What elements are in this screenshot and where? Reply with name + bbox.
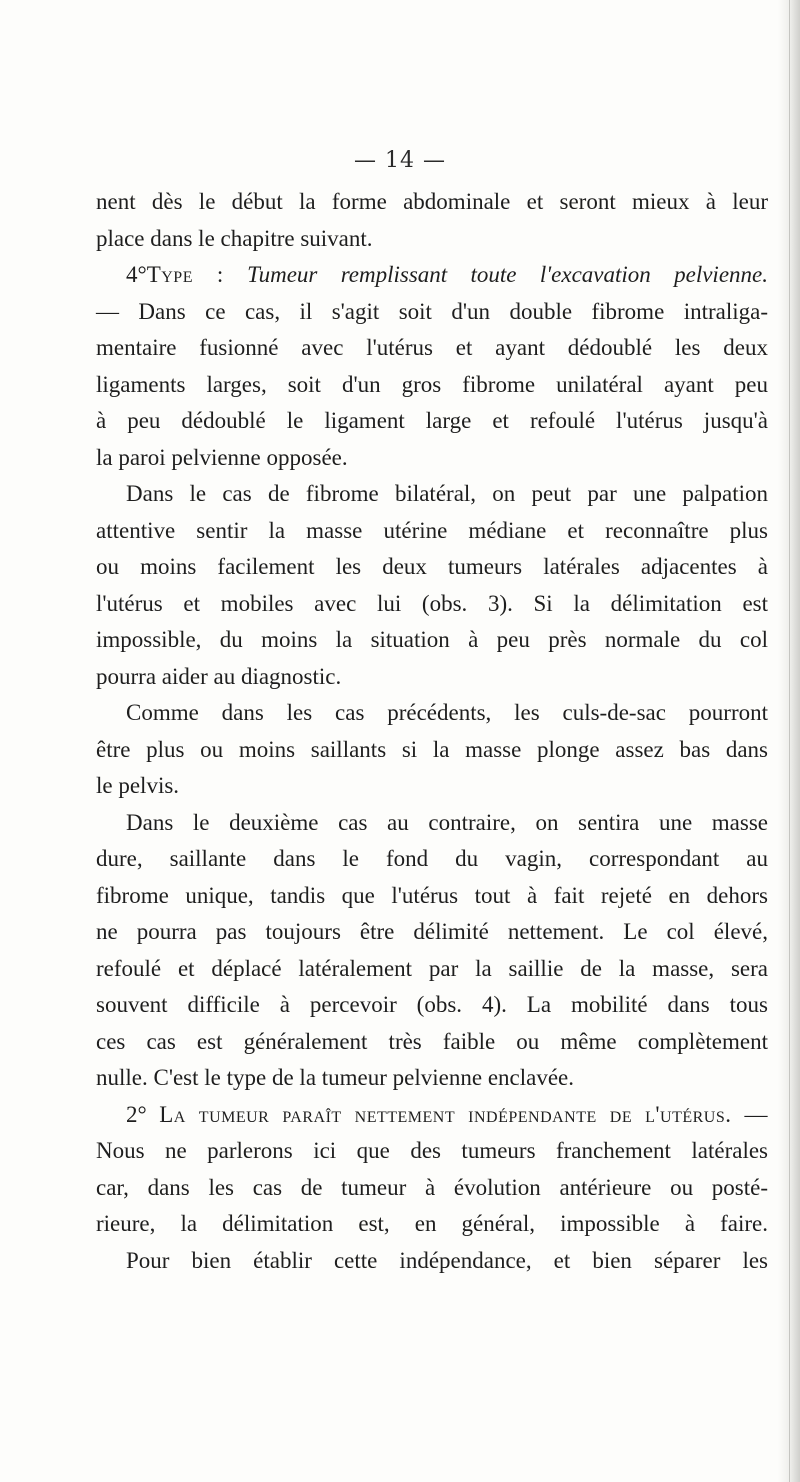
text-line: nent dès le début la forme abdominale et seront mieux à leur (96, 189, 768, 214)
text-line: ligaments larges, soit d'un gros fibrome unilatéral ayant peu (96, 371, 768, 397)
body-text (96, 184, 768, 1279)
type-4-number: 4° (126, 262, 147, 287)
text-line: refoulé et déplacé latéralement par la saillie de la masse, sera (96, 955, 768, 981)
text-line: souvent difficile à percevoir (obs. 4). La mobilité dans tous (96, 992, 768, 1017)
text-line: impossible, du moins la situation à peu près normale du col (96, 627, 768, 652)
text-line: car, dans les cas de tumeur à évolution antérieure ou posté- (96, 1174, 768, 1200)
text-line: fibrome unique, tandis que l'utérus tout à fait rejeté en dehors (96, 882, 768, 908)
text-line: le pelvis. (96, 773, 180, 798)
text-line: Pour bien établir cette indépendance, et bien séparer les (126, 1247, 768, 1273)
text-line: Dans le cas de fibrome bilatéral, on peut par une palpation (126, 481, 768, 506)
text-line: ne pourra pas toujours être délimité nettement. Le col élevé, (96, 919, 768, 944)
text-line: ou moins facilement les deux tumeurs latérales adjacentes à (96, 554, 768, 579)
section-2-heading-line (96, 1097, 768, 1134)
text-line: mentaire fusionné avec l'utérus et ayant dédoublé les deux (96, 335, 768, 360)
type-4-label: Type : (146, 262, 224, 287)
section-2-number: 2° (126, 1101, 147, 1127)
text-line: être plus ou moins saillants si la masse plonge assez bas dans (96, 736, 768, 762)
page-number: — 14 — (354, 148, 446, 173)
type-4-heading-line (96, 257, 768, 294)
text-line: — Dans ce cas, il s'agit soit d'un double fibrome intraliga- (96, 298, 768, 324)
type-4-title: Tumeur remplissant toute l'excavation pelvienne. (247, 262, 768, 287)
text-line: Nous ne parlerons ici que des tumeurs franchement latérales (96, 1138, 768, 1163)
text-line: la paroi pelvienne opposée. (96, 444, 348, 470)
text-line: nulle. C'est le type de la tumeur pelvienne enclavée. (96, 1065, 575, 1090)
text-line: place dans le chapitre suivant. (96, 225, 373, 251)
text-line: dure, saillante dans le fond du vagin, correspondant au (96, 846, 768, 871)
text-line: rieure, la délimitation est, en général, impossible à faire. (96, 1211, 768, 1236)
section-2-heading: La tumeur paraît nettement indépendante de l'utérus. — (159, 1101, 768, 1127)
text-line: Dans le deuxième cas au contraire, on sentira une masse (126, 809, 768, 835)
text-line: à peu dédoublé le ligament large et refoulé l'utérus jusqu'à (96, 408, 768, 433)
text-line: ces cas est généralement très faible ou même complètement (96, 1028, 768, 1054)
text-line: pourra aider au diagnostic. (96, 663, 342, 689)
text-line: attentive sentir la masse utérine médiane et reconnaître plus (96, 517, 768, 543)
text-line: Comme dans les cas précédents, les culs-de-sac pourront (126, 700, 768, 725)
text-line: l'utérus et mobiles avec lui (obs. 3). Si la délimitation est (96, 590, 768, 616)
page-edge-line (789, 0, 790, 1482)
